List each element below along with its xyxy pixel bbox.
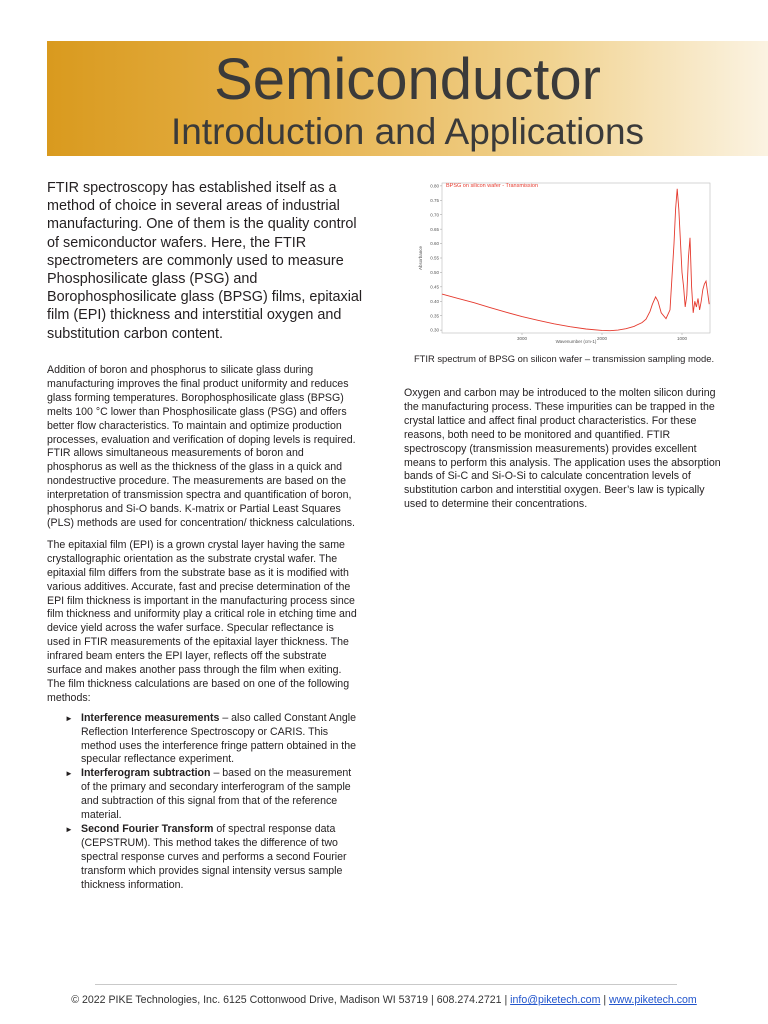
y-tick-label: 0.45 (430, 284, 439, 290)
list-item (65, 712, 357, 768)
y-tick-label: 0.65 (430, 226, 439, 232)
list-item-term: Interference measurements (81, 711, 220, 724)
list-item-text: of spectral response data (CEPSTRUM). This method takes the difference of two spectral response curves and performs a second Fourier transform which provides signal intensity versus sample thickness information. (81, 823, 347, 891)
list-item (65, 767, 357, 823)
oxygen-carbon-paragraph: Oxygen and carbon may be introduced to the molten silicon during the manufacturing process. These impurities can be trapped in the crystal lattice and affect final product characteristics. For these reasons, both need to be monitored and quantified. FTIR spectroscopy (transmission measurements) provides excellent means to perform this analysis. The application uses the absorption bands of Si-C and Si-O-Si to calculate concentration levels of substitution carbon and interstitial oxygen. Beer’s law is typically used to determine their concentrations. (404, 387, 721, 511)
x-tick-label: 2000 (596, 336, 608, 341)
page-subtitle: Introduction and Applications (170, 111, 645, 152)
y-tick-label: 0.35 (430, 313, 439, 319)
bpsg-paragraph: Addition of boron and phosphorus to silicate glass during manufacturing improves the final product uniformity and reduces glass forming temperatures. Borophosphosilicate glass (BPSG) melts 100 °C lower than Phosphosilicate glass (PSG) and offers better flow characteristics. To maintain and optimize production processes, evaluation and verification of doping levels is required. FTIR allows simultaneous measurements of boron and phosphorus as well as the thickness of the glass in a quick and nondestructive procedure. The measurements are based on the interpretation of transmission spectra and quantification of boron, phosphorus and Si-O bands. K-matrix or Partial Least Squares (PLS) methods are used for concentration/ thickness calculations. (47, 364, 356, 529)
y-tick-label: 0.80 (430, 183, 439, 189)
footer (0, 993, 768, 1007)
list-item (65, 823, 357, 893)
y-tick-label: 0.55 (430, 255, 439, 261)
y-tick-label: 0.70 (430, 212, 439, 218)
x-axis-label: Wavenumber (cm-1) (555, 339, 597, 344)
list-item-term: Second Fourier Transform (81, 823, 214, 835)
methods-list (47, 712, 357, 893)
y-axis-label: Absorbance (418, 245, 423, 271)
y-tick-label: 0.50 (430, 270, 439, 276)
y-tick-label: 0.60 (430, 241, 439, 247)
footer-divider (95, 984, 677, 985)
website-link[interactable]: www.piketech.com (609, 994, 697, 1006)
x-tick-label: 1000 (676, 336, 688, 341)
chart-caption: FTIR spectrum of BPSG on silicon wafer – transmission sampling mode. (413, 353, 715, 364)
list-item-term: Interferogram subtraction (81, 767, 211, 780)
spectrum-chart (412, 173, 712, 348)
left-column (47, 364, 357, 893)
email-link[interactable]: info@piketech.com (510, 994, 601, 1006)
epi-paragraph: The epitaxial film (EPI) is a grown crystal layer having the same crystallographic orientation as the substrate crystal wafer. The epitaxial film differs from the substrate base as it is modified with various additives. Accurate, fast and precise determination of the EPI film thickness is important in the manufacturing process since film thickness and uniformity play a critical role in etching time and device yield across the wafer surface. Specular reflectance is used in FTIR measurements of the epitaxial layer thickness. The infrared beam enters the EPI layer, reflects off the substrate surface and makes another pass through the film when exiting. The film thickness calculations are based on one of the following methods: (47, 538, 357, 704)
y-tick-label: 0.75 (430, 197, 439, 203)
chart-title: BPSG on silicon wafer - Transmission (446, 183, 539, 189)
y-tick-label: 0.30 (430, 327, 439, 333)
list-item-text: – based on the measurement of the primary and secondary interferogram of the sample and subtraction of this signal from that of the reference material. (81, 767, 352, 822)
list-item-text: – also called Constant Angle Reflection Interference Spectroscopy or CARIS. This method uses the interference fringe pattern obtained in the specular reflectance experiment. (81, 711, 357, 766)
y-tick-label: 0.40 (430, 298, 439, 304)
bullet-arrow-icon: ► (65, 769, 73, 779)
title-banner (47, 41, 768, 156)
bullet-arrow-icon: ► (65, 825, 73, 834)
x-tick-label: 3000 (516, 336, 528, 341)
page-title: Semiconductor (214, 47, 601, 112)
lead-paragraph: FTIR spectroscopy has established itself as a method of choice in several areas of industrial manufacturing. One of them is the quality control of semiconductor wafers. Here, the FTIR spectrometers are commonly used to measure Phosphosilicate glass (PSG) and Borophosphosilicate glass (BPSG) films, epitaxial film (EPI) thickness and interstitial oxygen and substitution carbon content. (47, 180, 363, 342)
footer-text: © 2022 PIKE Technologies, Inc. 6125 Cottonwood Drive, Madison WI 53719 | 608.274.2721 | (71, 994, 511, 1006)
spectrum-chart-svg (412, 173, 712, 348)
bullet-arrow-icon: ► (65, 713, 73, 723)
footer-separator: | (600, 994, 610, 1006)
